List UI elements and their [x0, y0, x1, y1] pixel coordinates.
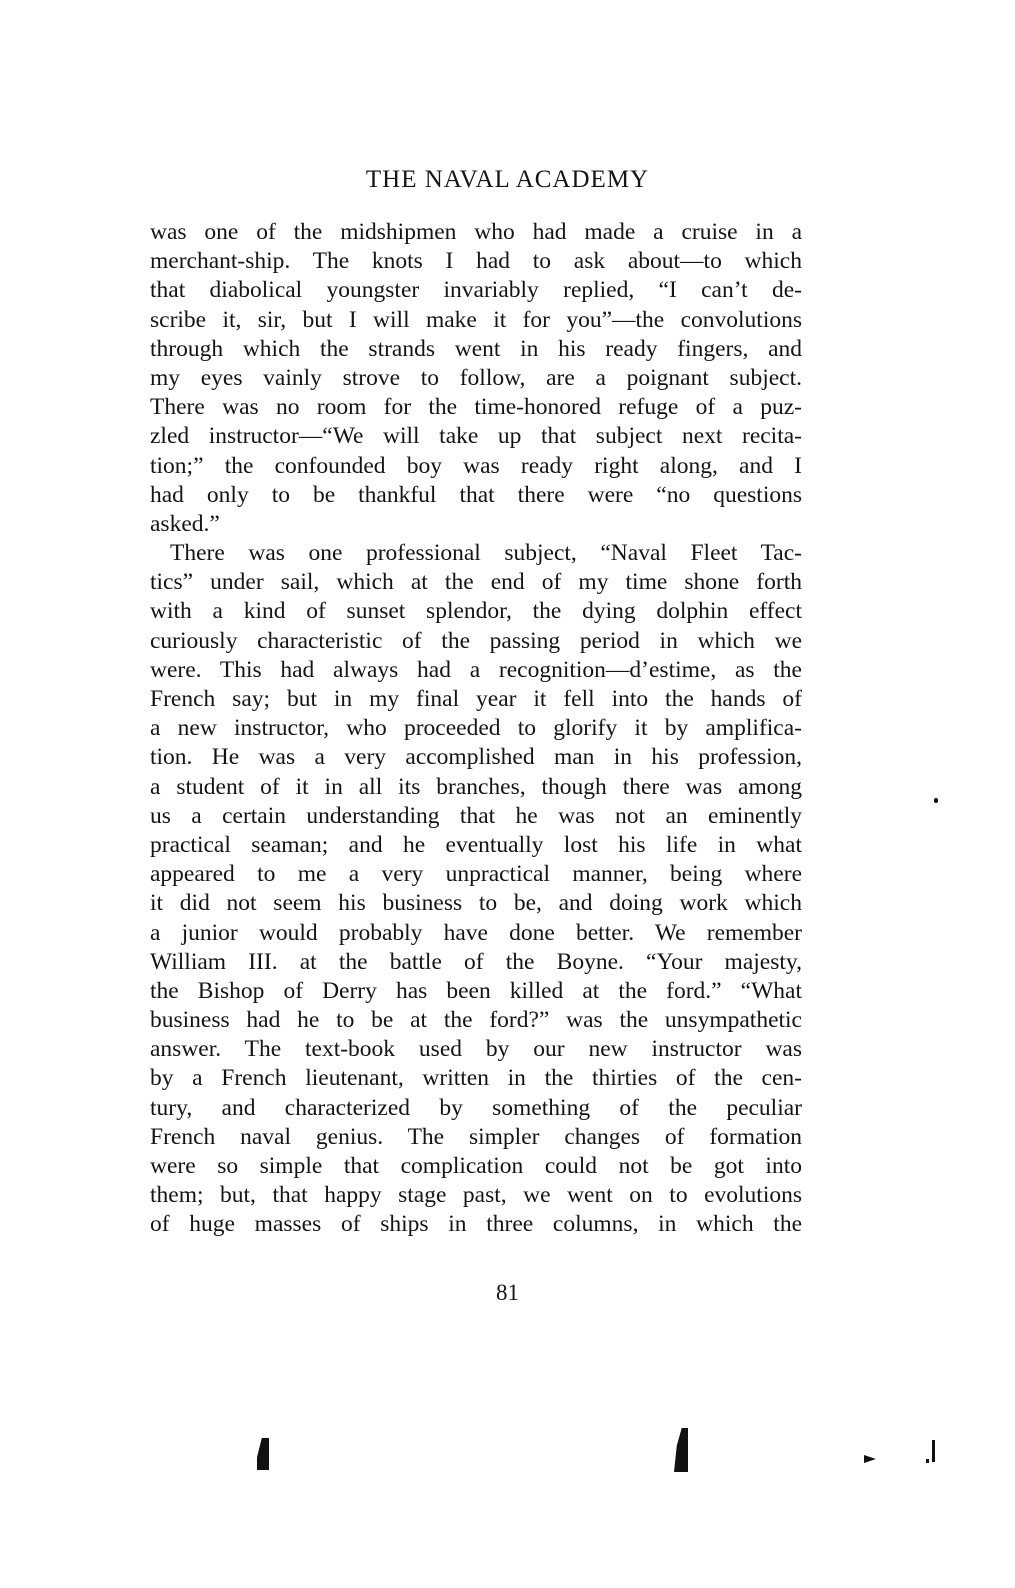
text-line: it did not seem his business to be, and doing work which	[150, 890, 802, 917]
text-line: French naval genius. The simpler changes of formation	[150, 1123, 802, 1150]
text-line: tion. He was a very accomplished man in his profession,	[150, 744, 802, 771]
scan-artifact-mark	[864, 1455, 876, 1463]
text-line: of huge masses of ships in three columns, in which the	[150, 1211, 802, 1238]
text-line: them; but, that happy stage past, we went on to evolutions	[150, 1182, 802, 1209]
text-line: that diabolical youngster invariably replied, “I can’t de-	[150, 277, 802, 304]
text-line: by a French lieutenant, written in the thirties of the cen-	[150, 1065, 802, 1092]
text-line: There was one professional subject, “Naval Fleet Tac-	[170, 540, 802, 567]
text-line: practical seaman; and he eventually lost his life in what	[150, 831, 802, 858]
text-line: was one of the midshipmen who had made a cruise in a	[150, 219, 802, 245]
scan-speck	[934, 798, 938, 803]
scan-artifact-mark	[932, 1440, 935, 1462]
text-line: were. This had always had a recognition—d’estime, as the	[150, 656, 802, 683]
text-line: tion;” the confounded boy was ready right along, and I	[150, 452, 802, 479]
text-line: French say; but in my final year it fell into the hands of	[150, 686, 802, 712]
text-line: answer. The text-book used by our new instructor was	[150, 1036, 802, 1063]
scan-artifact-mark	[674, 1428, 688, 1472]
text-line: the Bishop of Derry has been killed at the ford.” “What	[150, 977, 802, 1004]
text-line: with a kind of sunset splendor, the dying dolphin effect	[150, 598, 802, 625]
text-line: merchant-ship. The knots I had to ask about—to which	[150, 248, 802, 275]
text-line: a student of it in all its branches, though there was among	[150, 773, 802, 800]
page-number: 81	[496, 1280, 519, 1305]
text-line: business had he to be at the ford?” was the unsympathetic	[150, 1007, 802, 1034]
text-line: curiously characteristic of the passing period in which we	[150, 627, 802, 654]
text-line: my eyes vainly strove to follow, are a poignant subject.	[150, 364, 802, 391]
text-line: were so simple that complication could not be got into	[150, 1153, 802, 1179]
text-line: William III. at the battle of the Boyne. “Your majesty,	[150, 948, 802, 975]
running-title: THE NAVAL ACADEMY	[365, 166, 650, 193]
text-line: through which the strands went in his ready fingers, and	[150, 335, 802, 362]
text-line: tury, and characterized by something of the peculiar	[150, 1094, 802, 1121]
text-line: zled instructor—“We will take up that subject next recita-	[150, 423, 802, 450]
text-line: a new instructor, who proceeded to glorify it by amplifica-	[150, 715, 802, 742]
text-line: There was no room for the time-honored refuge of a puz-	[150, 394, 802, 421]
text-line: tics” under sail, which at the end of my time shone forth	[150, 569, 802, 596]
scan-artifact-mark	[257, 1438, 269, 1470]
page-body-text	[150, 218, 802, 1240]
text-line: had only to be thankful that there were “no questions	[150, 481, 802, 508]
text-line: scribe it, sir, but I will make it for you”—the convolutions	[150, 306, 802, 333]
scan-speck	[926, 1459, 929, 1463]
text-line: a junior would probably have done better. We remember	[150, 919, 802, 946]
text-line: asked.”	[150, 510, 220, 537]
text-line: us a certain understanding that he was not an eminently	[150, 802, 802, 829]
text-line: appeared to me a very unpractical manner, being where	[150, 861, 802, 888]
